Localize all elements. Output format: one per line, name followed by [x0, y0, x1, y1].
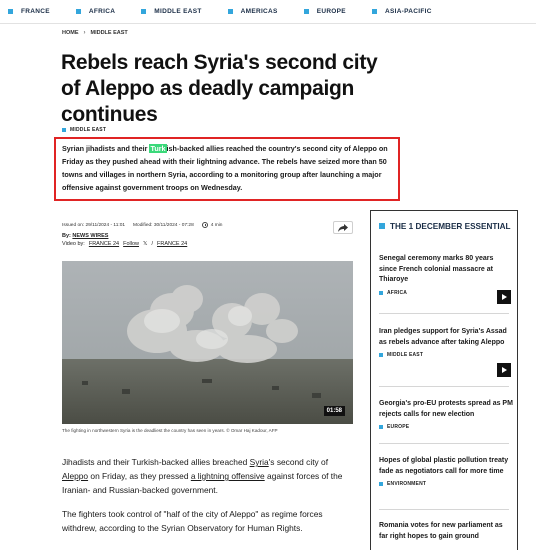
item-tag[interactable]: AFRICA	[379, 290, 513, 296]
divider	[379, 313, 509, 314]
divider	[379, 386, 509, 387]
breadcrumb-separator: ›	[83, 30, 86, 36]
smoke-scene-image	[62, 261, 353, 424]
video-source-link-2[interactable]: FRANCE 24	[156, 241, 188, 247]
play-icon[interactable]	[497, 290, 511, 304]
sidebar-item[interactable]: Hopes of global plastic pollution treaty fade as negotiators call for more time ENVIRONMENT	[379, 456, 513, 487]
image-caption: The fighting in northwestern Syria is the deadliest the country has seen in years. © Omar Haj Kadour, AFP	[62, 428, 278, 433]
syria-link[interactable]: Syria	[249, 457, 269, 467]
item-tag[interactable]: EUROPE	[379, 424, 513, 430]
read-time: 4 min	[210, 222, 223, 228]
nav-item-asia-pacific[interactable]: ASIA-PACIFIC	[372, 8, 432, 15]
nav-bullet-icon	[141, 9, 146, 14]
follow-link[interactable]: Follow	[123, 241, 140, 247]
issued-date: Issued on: 29/11/2024 - 11:01	[62, 222, 126, 228]
breadcrumb-home[interactable]: HOME	[62, 30, 79, 36]
divider	[379, 509, 509, 510]
tag-bullet-icon	[379, 291, 383, 295]
article-meta	[62, 222, 222, 228]
nav-item-france[interactable]: FRANCE	[8, 8, 50, 15]
video-duration: 01:58	[324, 406, 345, 416]
top-navigation	[0, 0, 536, 24]
nav-item-europe[interactable]: EUROPE	[304, 8, 346, 15]
title-bullet-icon	[379, 223, 385, 229]
aleppo-link[interactable]: Aleppo	[62, 471, 89, 481]
sidebar-item[interactable]: Romania votes for new parliament as far right hopes to gain ground	[379, 522, 503, 540]
item-tag[interactable]: ENVIRONMENT	[379, 481, 513, 487]
nav-bullet-icon	[228, 9, 233, 14]
sidebar-item[interactable]: Senegal ceremony marks 80 years since French colonial massacre at Thiaroye AFRICA	[379, 254, 513, 296]
sidebar-title: THE 1 DECEMBER ESSENTIAL	[379, 221, 515, 232]
item-tag[interactable]: MIDDLE EAST	[379, 352, 513, 358]
sidebar-item[interactable]: Iran pledges support for Syria's Assad as rebels advance after taking Aleppo MIDDLE EAST	[379, 327, 513, 358]
video-source-link[interactable]: FRANCE 24	[88, 241, 120, 247]
video-byline: Video by: FRANCE 24 Follow 𝕏 / FRANCE 24	[62, 241, 188, 247]
article-paragraph-1: Jihadists and their Turkish-backed allies breached Syria's second city of Aleppo on Friday, as they pressed a lightning offensive against forces of the Iranian- and Russian-backed government.	[62, 457, 343, 495]
nav-item-middle-east[interactable]: MIDDLE EAST	[141, 8, 201, 15]
article-headline: Rebels reach Syria's second city of Aleppo as deadly campaign continues	[61, 51, 378, 126]
text-selection-highlight: Turk	[150, 144, 166, 153]
nav-item-americas[interactable]: AMERICAS	[228, 8, 278, 15]
nav-bullet-icon	[372, 9, 377, 14]
breadcrumb	[62, 30, 128, 36]
article-paragraph-2: The fighters took control of "half of the city of Aleppo" as regime forces withdrew, according to the Syrian Observatory for Human Rights.	[62, 509, 323, 533]
breadcrumb-section[interactable]: MIDDLE EAST	[90, 30, 128, 36]
tag-bullet-icon	[379, 425, 383, 429]
offensive-link[interactable]: a lightning offensive	[190, 471, 265, 481]
nav-item-africa[interactable]: AFRICA	[76, 8, 115, 15]
share-icon	[338, 224, 348, 232]
tag-bullet-icon	[379, 482, 383, 486]
essential-sidebar	[370, 210, 518, 550]
play-icon[interactable]	[497, 363, 511, 377]
x-icon[interactable]: 𝕏	[143, 241, 148, 247]
nav-bullet-icon	[8, 9, 13, 14]
section-tag[interactable]: MIDDLE EAST	[62, 127, 106, 133]
share-button[interactable]	[333, 221, 353, 234]
byline: By: NEWS WIRES	[62, 233, 109, 239]
modified-date: Modified: 30/11/2024 - 07:28	[133, 222, 194, 228]
clock-icon	[202, 222, 208, 228]
tag-bullet-icon	[62, 128, 66, 132]
sidebar-item[interactable]: Georgia's pro-EU protests spread as PM rejects calls for new election EUROPE	[379, 400, 513, 430]
divider	[379, 443, 509, 444]
nav-bullet-icon	[304, 9, 309, 14]
article-lead: Syrian jihadists and their Turkish-backed allies reached the country's second city of Aleppo on Friday as they pushed ahead with their lightning advance. The rebels have seized more than 50 towns and villages in northern Syria, according to a monitoring group after launching a major offensive against government troops on Wednesday.	[62, 144, 388, 192]
article-video[interactable]	[62, 261, 353, 424]
tag-bullet-icon	[379, 353, 383, 357]
nav-bullet-icon	[76, 9, 81, 14]
author-link[interactable]: NEWS WIRES	[72, 233, 109, 239]
